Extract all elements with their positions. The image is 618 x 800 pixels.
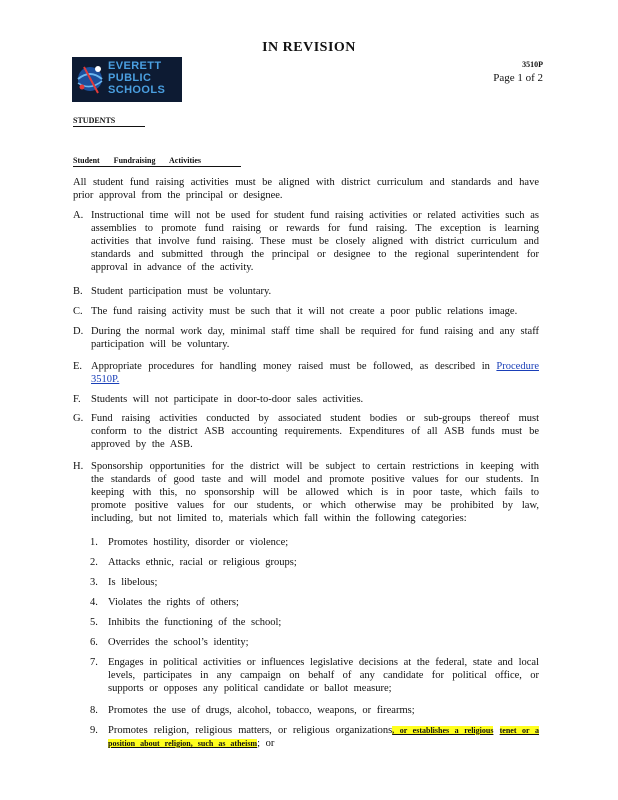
district-logo xyxy=(72,57,182,102)
item-text: During the normal work day, minimal staff time shall be required for fund raising and any staff participation will be voluntary. xyxy=(91,326,539,350)
category-text: Engages in political activities or influences legislative decisions at the federal, state and local levels, participates in any campaign on behalf of any candidate for political office, or supports or opposes any political candidate or ballot measure; xyxy=(108,657,539,694)
category-text-tail: ; or xyxy=(257,738,275,749)
item-text xyxy=(91,360,539,386)
globe-icon xyxy=(72,57,112,102)
category-label: 7. xyxy=(90,657,98,668)
item-text: Sponsorship opportunities for the district will be subject to certain restrictions in keeping with the standards of good taste and will model and promote positive values for our students. In keeping with this, no sponsorship will be allowed which is in poor taste, which fails to promote positive values for our students, or which otherwise may be prohibited by law, including, but not limited to, materials which fall within the following categories: xyxy=(91,461,539,524)
item-label: H. xyxy=(73,461,84,472)
category-text: Is libelous; xyxy=(108,577,158,588)
page-indicator: Page 1 of 2 xyxy=(493,72,543,84)
category-text: Overrides the school’s identity; xyxy=(108,637,249,648)
highlighted-insertion: , or establishes a religious xyxy=(392,726,494,735)
item-label: C. xyxy=(73,306,83,317)
document-title: IN REVISION xyxy=(262,40,356,55)
item-label: D. xyxy=(73,326,84,337)
logo-line-2: PUBLIC xyxy=(108,72,152,84)
policy-subtitle: Student Fundraising Activities xyxy=(73,155,241,167)
highlighted-insertion: tenet or a position about religion, such as atheism xyxy=(108,726,540,748)
category-label: 8. xyxy=(90,705,98,716)
intro-paragraph: All student fund raising activities must be aligned with district curriculum and standards and have prior approval from the principal or designee. xyxy=(73,177,539,201)
policy-number: 3510P xyxy=(522,60,543,69)
category-label: 5. xyxy=(90,617,98,628)
category-label: 1. xyxy=(90,537,98,548)
item-text: The fund raising activity must be such that it will not create a poor public relations image. xyxy=(91,306,518,317)
category-text: Inhibits the functioning of the school; xyxy=(108,617,282,628)
section-label: STUDENTS xyxy=(73,116,145,127)
item-label: A. xyxy=(73,210,84,221)
item-label: E. xyxy=(73,361,83,372)
logo-line-3: SCHOOLS xyxy=(108,84,166,96)
item-label: B. xyxy=(73,286,83,297)
item-text: Instructional time will not be used for student fund raising activities or related activities such as assemblies to promote fund raising or rewards for fund raising. The exception is learning activities that involve fund raising. These must be closely aligned with district curriculum and standards and submitted through the principal or designee to the regional superintendent for approval in advance of the activity. xyxy=(91,210,539,273)
category-text: Promotes hostility, disorder or violence; xyxy=(108,537,289,548)
category-text-main: Promotes religion, religious matters, or religious organizations xyxy=(108,725,393,736)
item-text: Student participation must be voluntary. xyxy=(91,286,272,297)
category-text xyxy=(108,724,539,750)
category-text: Attacks ethnic, racial or religious groups; xyxy=(108,557,297,568)
category-text: Promotes the use of drugs, alcohol, tobacco, weapons, or firearms; xyxy=(108,705,415,716)
category-label: 3. xyxy=(90,577,98,588)
item-text: Fund raising activities conducted by associated student bodies or sub-groups thereof must conform to the district ASB accounting requirements. Expenditures of all ASB funds must be approved by the ASB. xyxy=(91,413,539,450)
category-label: 4. xyxy=(90,597,98,608)
item-label: G. xyxy=(73,413,84,424)
category-label: 6. xyxy=(90,637,98,648)
logo-line-1: EVERETT xyxy=(108,60,162,72)
category-text: Violates the rights of others; xyxy=(108,597,239,608)
item-text: Students will not participate in door-to-door sales activities. xyxy=(91,394,364,405)
category-label: 9. xyxy=(90,725,98,736)
category-label: 2. xyxy=(90,557,98,568)
item-text-main: Appropriate procedures for handling money raised must be followed, as described in xyxy=(91,361,490,372)
item-label: F. xyxy=(73,394,81,405)
procedure-link[interactable]: Procedure 3510P. xyxy=(91,361,539,385)
